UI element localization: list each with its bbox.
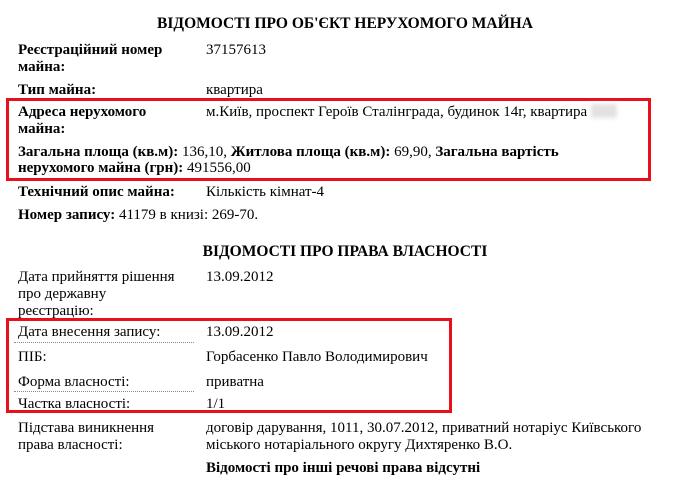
- record-number-value: 41179 в книзі: 269-70.: [118, 207, 259, 223]
- total-area-value: 136,10,: [182, 144, 228, 160]
- living-area-label: Житлова площа (кв.м):: [230, 144, 391, 160]
- total-value-label: Загальна вартість: [435, 144, 559, 160]
- property-section-heading: ВІДОМОСТІ ПРО ОБ'ЄКТ НЕРУХОМОГО МАЙНА: [157, 15, 533, 32]
- tech-description-label: Технічний опис майна:: [18, 184, 175, 200]
- ownership-basis-label: Підстава виникнення права власності:: [18, 420, 155, 453]
- redacted-apartment-number: [591, 104, 617, 118]
- total-value-label-cont: нерухомого майна (грн):: [18, 160, 184, 176]
- address-value: м.Київ, проспект Героїв Сталінграда, будинок 14г, квартира: [206, 104, 617, 121]
- entry-date-value: 13.09.2012: [206, 324, 274, 340]
- ownership-share-value: 1/1: [206, 396, 226, 412]
- owner-name-label: ПІБ:: [18, 349, 47, 365]
- ownership-share-label: Частка власності:: [18, 396, 131, 412]
- row-separator: [14, 391, 194, 392]
- ownership-basis-value: договір дарування, 1011, 30.07.2012, приватний нотаріус Київського міського нотаріального округу Дихтяренко В.О.: [206, 420, 642, 453]
- ownership-form-value: приватна: [206, 374, 264, 390]
- owner-name-value: Горбасенко Павло Володимирович: [206, 349, 428, 365]
- reg-number-value: 37157613: [206, 42, 266, 58]
- entry-date-label: Дата внесення запису:: [18, 324, 161, 340]
- ownership-form-label: Форма власності:: [18, 374, 130, 390]
- row-separator: [14, 342, 194, 343]
- ownership-section-heading: ВІДОМОСТІ ПРО ПРАВА ВЛАСНОСТІ: [202, 243, 488, 260]
- other-rights-note: Відомості про інші речові права відсутні: [206, 460, 481, 476]
- reg-number-label: Реєстраційний номер майна:: [18, 42, 163, 75]
- decision-date-value: 13.09.2012: [206, 269, 274, 285]
- total-value-value: 491556,00: [186, 160, 251, 176]
- property-type-label: Тип майна:: [18, 82, 97, 98]
- address-label: Адреса нерухомого майна:: [18, 104, 147, 137]
- decision-date-label: Дата прийняття рішення про державну реєстрацію:: [18, 269, 175, 319]
- property-type-value: квартира: [206, 82, 263, 98]
- total-area-label: Загальна площа (кв.м):: [18, 144, 179, 160]
- tech-description-value: Кількість кімнат-4: [206, 184, 325, 200]
- living-area-value: 69,90,: [394, 144, 432, 160]
- total-value-line: [18, 160, 251, 177]
- record-number-label: Номер запису:: [18, 207, 116, 223]
- area-and-value-line: [18, 144, 559, 161]
- record-number: [18, 207, 258, 224]
